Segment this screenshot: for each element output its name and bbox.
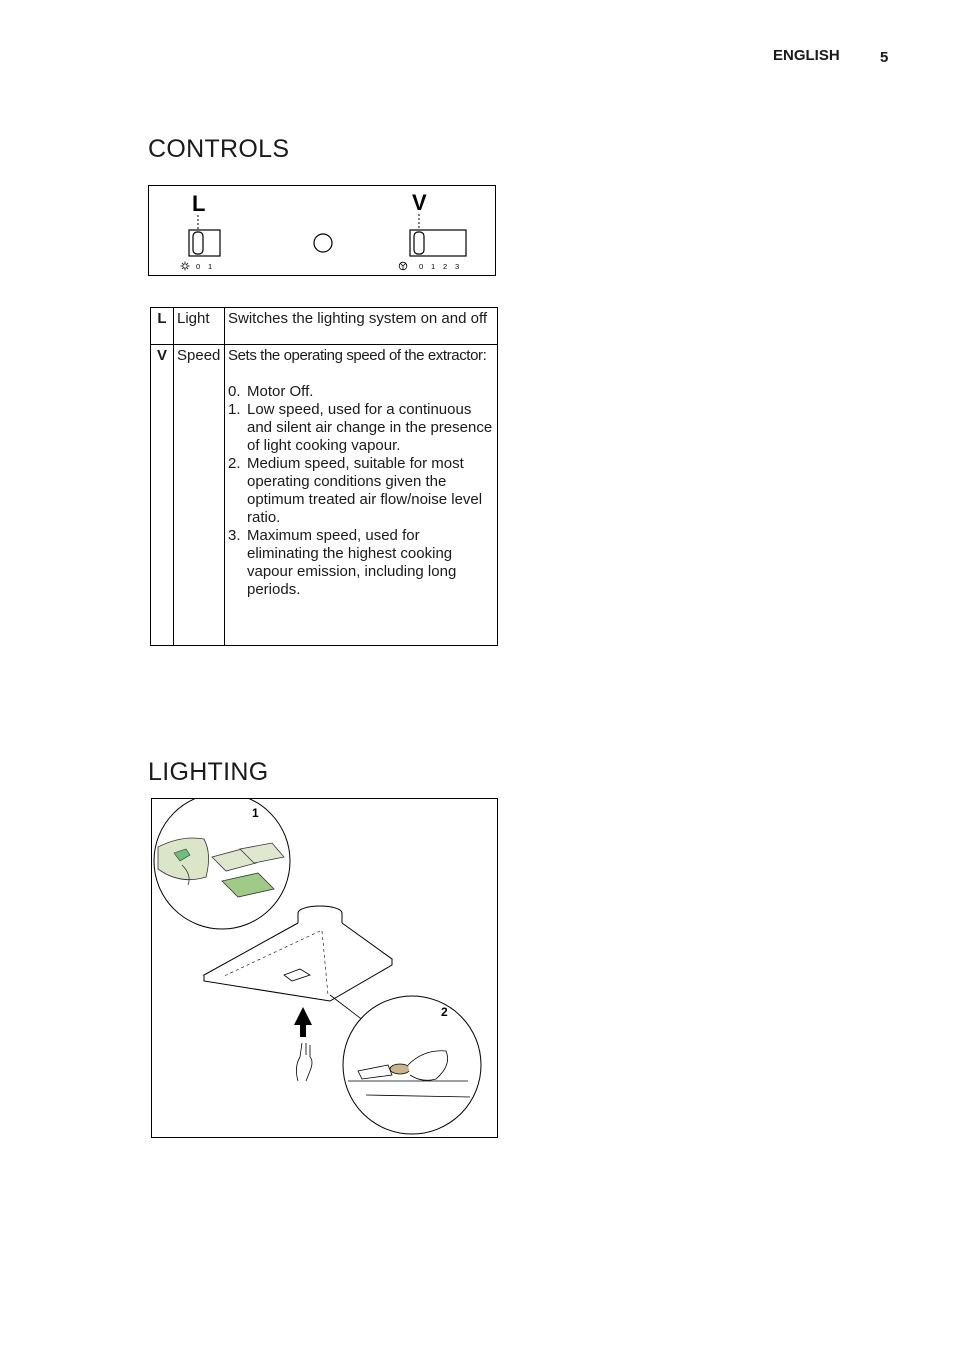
lighting-illustration [151,798,498,1138]
list-text: Medium speed, suitable for most operating conditions given the optimum treated air flow/noise level ratio. [247,455,483,526]
list-number: 1. [228,401,241,418]
control-name: Light [174,308,225,345]
list-text: Motor Off. [247,383,314,400]
fan-icon [399,262,407,270]
control-name: Speed [174,345,225,646]
page-number: 5 [880,49,889,66]
light-position-0: 0 [196,262,201,271]
list-text: Maximum speed, used for eliminating the highest cooking vapour emission, including long periods. [247,527,457,598]
speed-position-2: 2 [443,262,448,271]
speed-switch[interactable] [410,230,466,256]
list-item [228,383,494,401]
list-number: 0. [228,383,241,400]
list-item [228,527,494,599]
list-item [228,401,494,455]
speed-position-3: 3 [455,262,460,271]
light-position-1: 1 [208,262,213,271]
control-key: L [151,308,174,345]
table-row [151,308,498,345]
control-key: V [151,345,174,646]
hand-icon [296,1043,312,1081]
speed-intro: Sets the operating speed of the extractor: [228,347,487,364]
filter-removal-detail [154,799,290,929]
controls-table [150,307,498,646]
control-description: Switches the lighting system on and off [225,308,498,345]
speed-switch-letter: V [412,190,427,215]
sun-icon [181,262,190,271]
header-language: ENGLISH [773,47,840,64]
callout-1: 1 [252,806,259,820]
callout-2: 2 [441,1005,448,1019]
speed-position-1: 1 [431,262,436,271]
list-item [228,455,494,527]
up-arrow-icon [294,1007,312,1037]
light-switch-letter: L [192,191,206,216]
control-description [225,345,498,646]
controls-heading: CONTROLS [148,135,290,163]
control-panel-illustration [148,185,496,276]
table-row [151,345,498,646]
indicator-lamp [314,234,332,252]
list-number: 3. [228,527,241,544]
speed-position-0: 0 [419,262,424,271]
bulb-replacement-detail [343,996,481,1134]
list-text: Low speed, used for a continuous and silent air change in the presence of light cooking vapour. [247,401,493,454]
lighting-heading: LIGHTING [148,758,269,786]
list-number: 2. [228,455,241,472]
light-switch[interactable] [189,230,220,256]
speed-list [228,383,494,599]
